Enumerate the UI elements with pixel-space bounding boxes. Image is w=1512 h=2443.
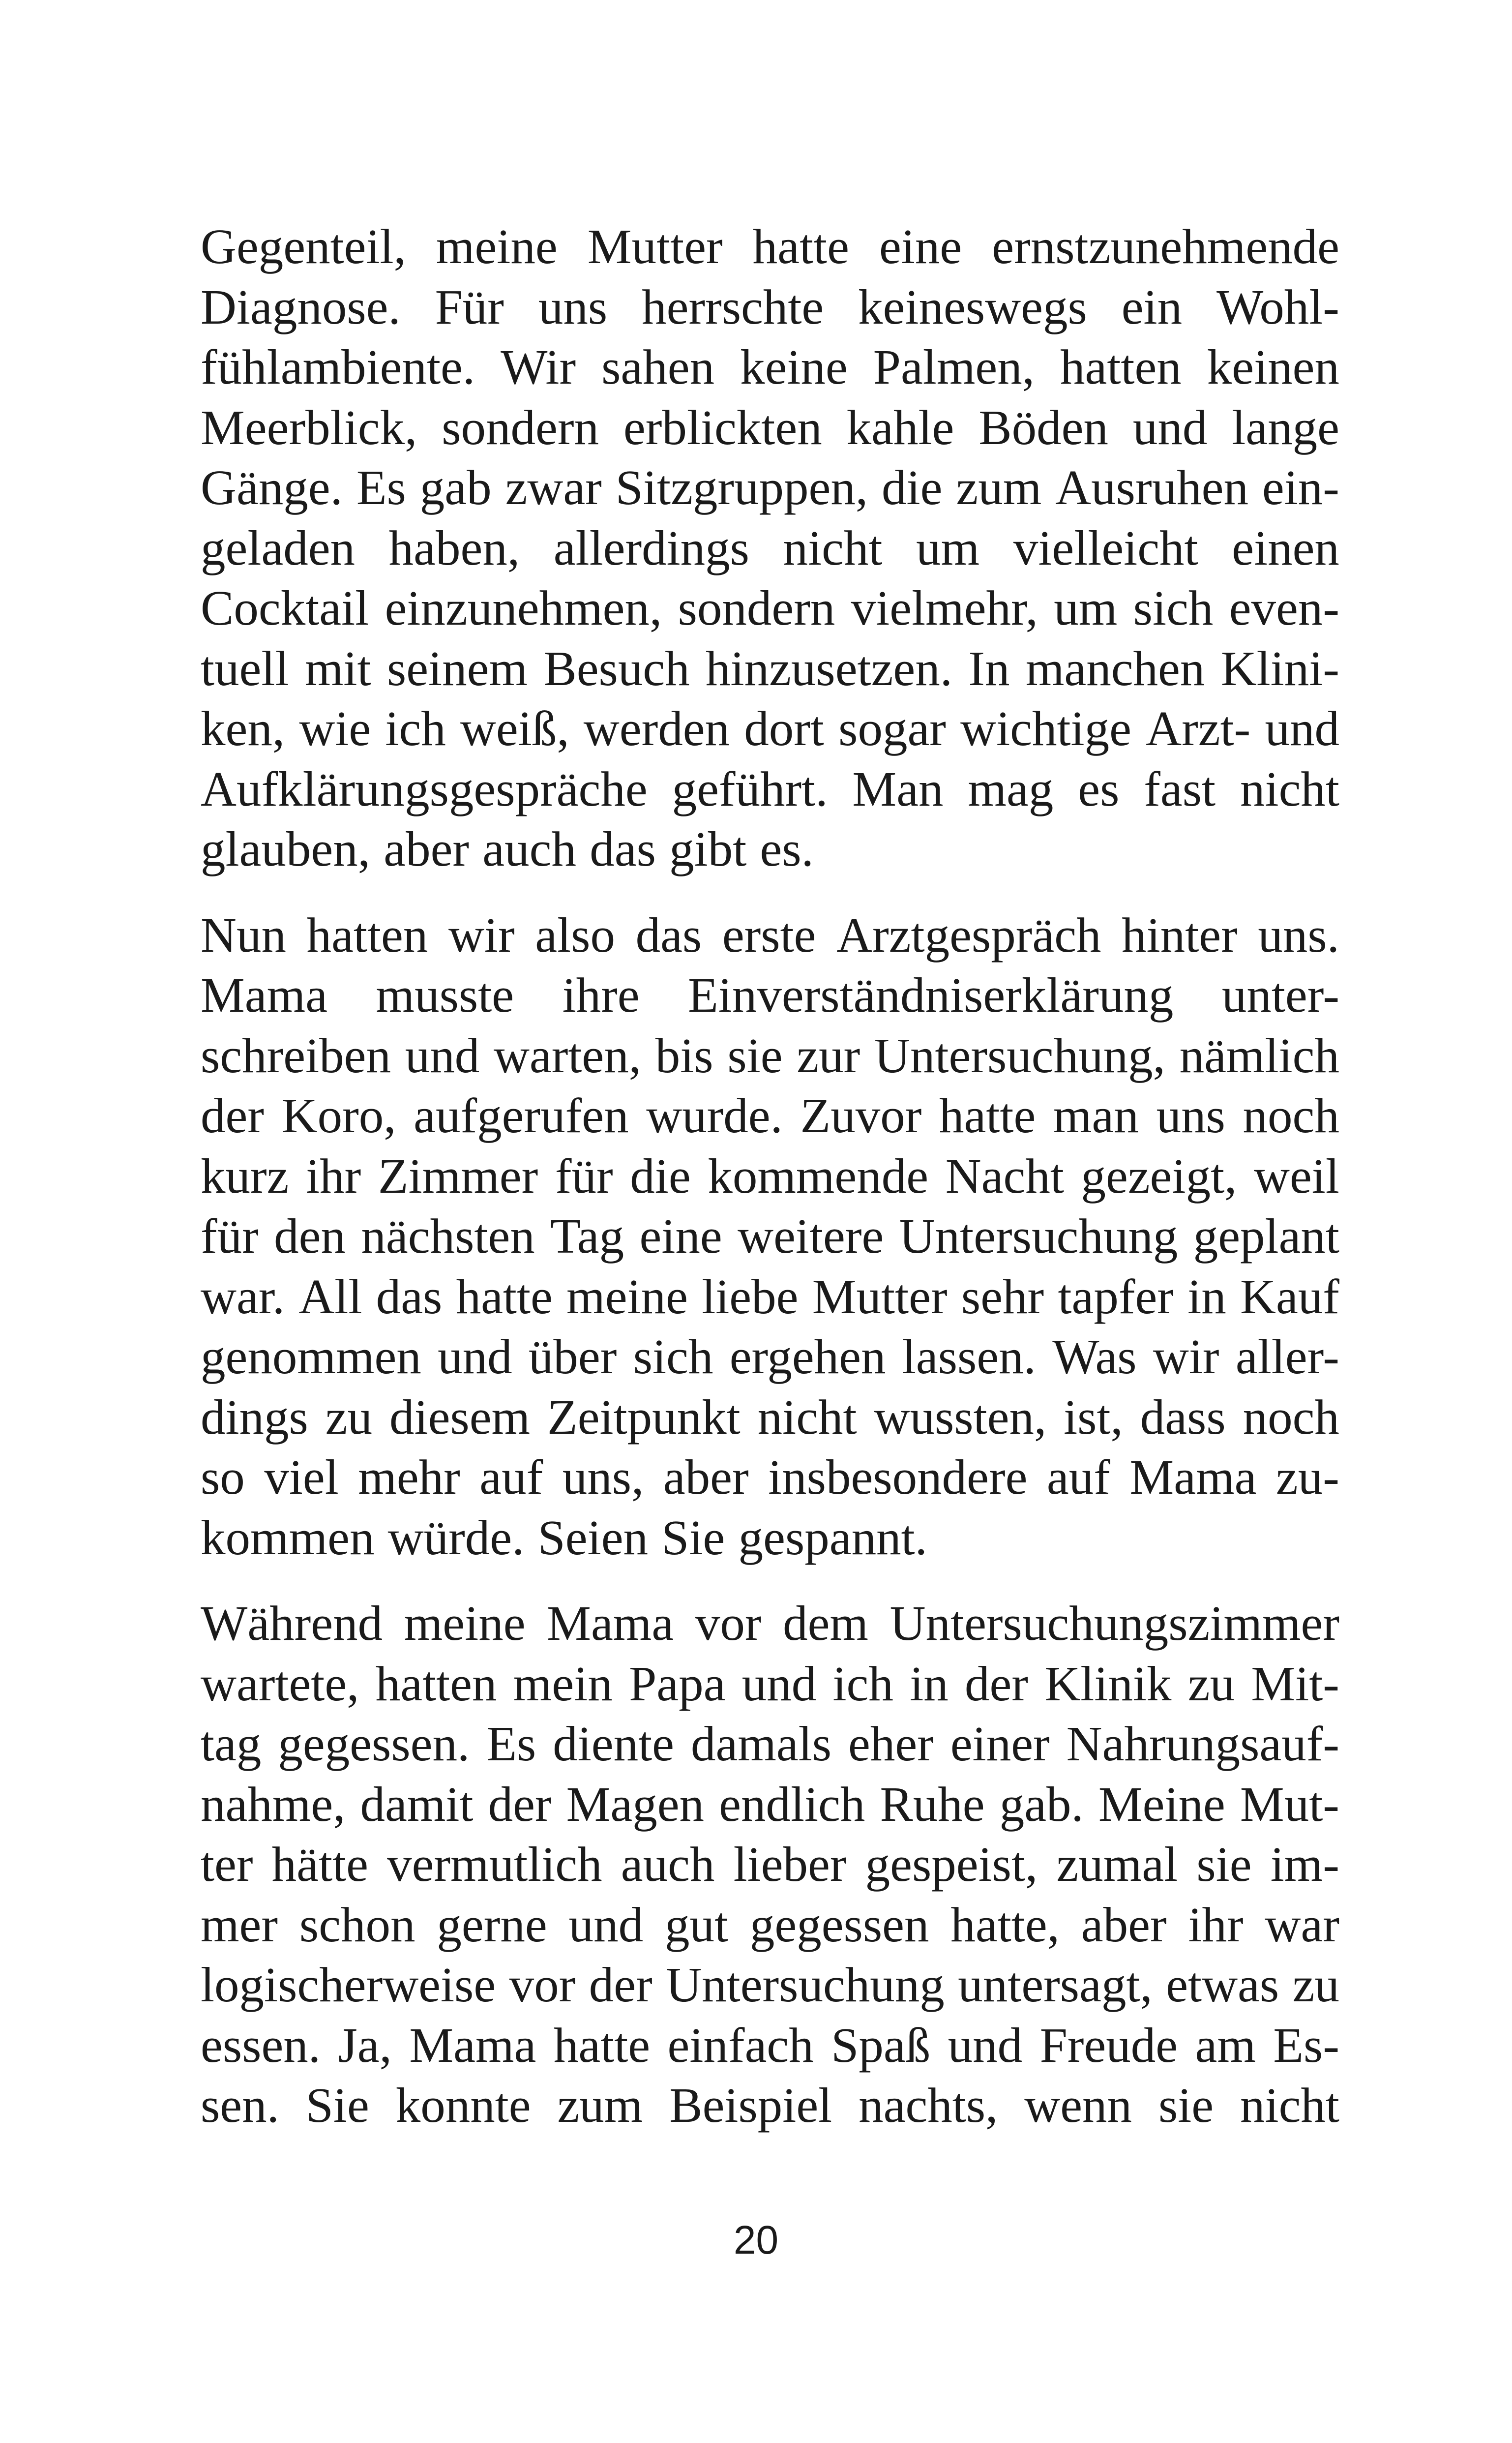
text-line: sen. Sie konnte zum Beispiel nachts, wenn sie nicht — [201, 2078, 1339, 2133]
text-line: ken, wie ich weiß, werden dort sogar wichtige Arzt- und — [201, 701, 1339, 756]
text-line: Gegenteil, meine Mutter hatte eine ernstzunehmende — [201, 219, 1339, 274]
paragraph — [201, 1593, 1339, 2136]
text-line: ter hätte vermutlich auch lieber gespeist, zumal sie im- — [201, 1837, 1339, 1892]
text-line: Cocktail einzunehmen, sondern vielmehr, um sich even- — [201, 580, 1339, 635]
text-line: der Koro, aufgerufen wurde. Zuvor hatte man uns noch — [201, 1088, 1339, 1143]
text-line: Gänge. Es gab zwar Sitzgruppen, die zum Ausruhen ein- — [201, 460, 1339, 515]
text-line: logischerweise vor der Untersuchung untersagt, etwas zu — [201, 1957, 1339, 2012]
paragraph — [201, 905, 1339, 1568]
text-line: wartete, hatten mein Papa und ich in der Klinik zu Mit- — [201, 1656, 1339, 1711]
page-number: 20 — [733, 2218, 779, 2262]
text-line: Diagnose. Für uns herrschte keineswegs ein Wohl- — [201, 279, 1339, 334]
text-line: kommen würde. Seien Sie gespannt. — [201, 1509, 927, 1565]
text-line: tag gegessen. Es diente damals eher einer Nahrungsauf- — [201, 1716, 1339, 1771]
text-line: kurz ihr Zimmer für die kommende Nacht gezeigt, weil — [201, 1148, 1339, 1204]
body-text — [201, 216, 1339, 2161]
text-line: Nun hatten wir also das erste Arztgespräch hinter uns. — [201, 907, 1339, 963]
text-line: essen. Ja, Mama hatte einfach Spaß und Freude am Es- — [201, 2017, 1339, 2073]
text-line: glauben, aber auch das gibt es. — [201, 821, 814, 876]
text-line: Meerblick, sondern erblickten kahle Böden und lange — [201, 399, 1339, 455]
text-line: für den nächsten Tag eine weitere Untersuchung geplant — [201, 1208, 1339, 1264]
paragraph — [201, 216, 1339, 879]
text-line: fühlambiente. Wir sahen keine Palmen, hatten keinen — [201, 339, 1339, 394]
text-line: nahme, damit der Magen endlich Ruhe gab. Meine Mut- — [201, 1776, 1339, 1832]
text-line: mer schon gerne und gut gegessen hatte, aber ihr war — [201, 1897, 1339, 1952]
text-line: schreiben und warten, bis sie zur Untersuchung, nämlich — [201, 1027, 1339, 1083]
text-line: Aufklärungsgespräche geführt. Man mag es fast nicht — [201, 761, 1339, 816]
text-line: Mama musste ihre Einverständniserklärung unter- — [201, 967, 1339, 1023]
text-line: Während meine Mama vor dem Untersuchungszimmer — [201, 1596, 1339, 1651]
text-line: war. All das hatte meine liebe Mutter sehr tapfer in Kauf — [201, 1268, 1339, 1324]
text-line: genommen und über sich ergehen lassen. Was wir aller- — [201, 1329, 1339, 1384]
text-line: dings zu diesem Zeitpunkt nicht wussten, ist, dass noch — [201, 1389, 1339, 1445]
text-line: geladen haben, allerdings nicht um vielleicht einen — [201, 520, 1339, 575]
text-line: so viel mehr auf uns, aber insbesondere auf Mama zu- — [201, 1449, 1339, 1505]
text-line: tuell mit seinem Besuch hinzusetzen. In manchen Klini- — [201, 640, 1339, 696]
